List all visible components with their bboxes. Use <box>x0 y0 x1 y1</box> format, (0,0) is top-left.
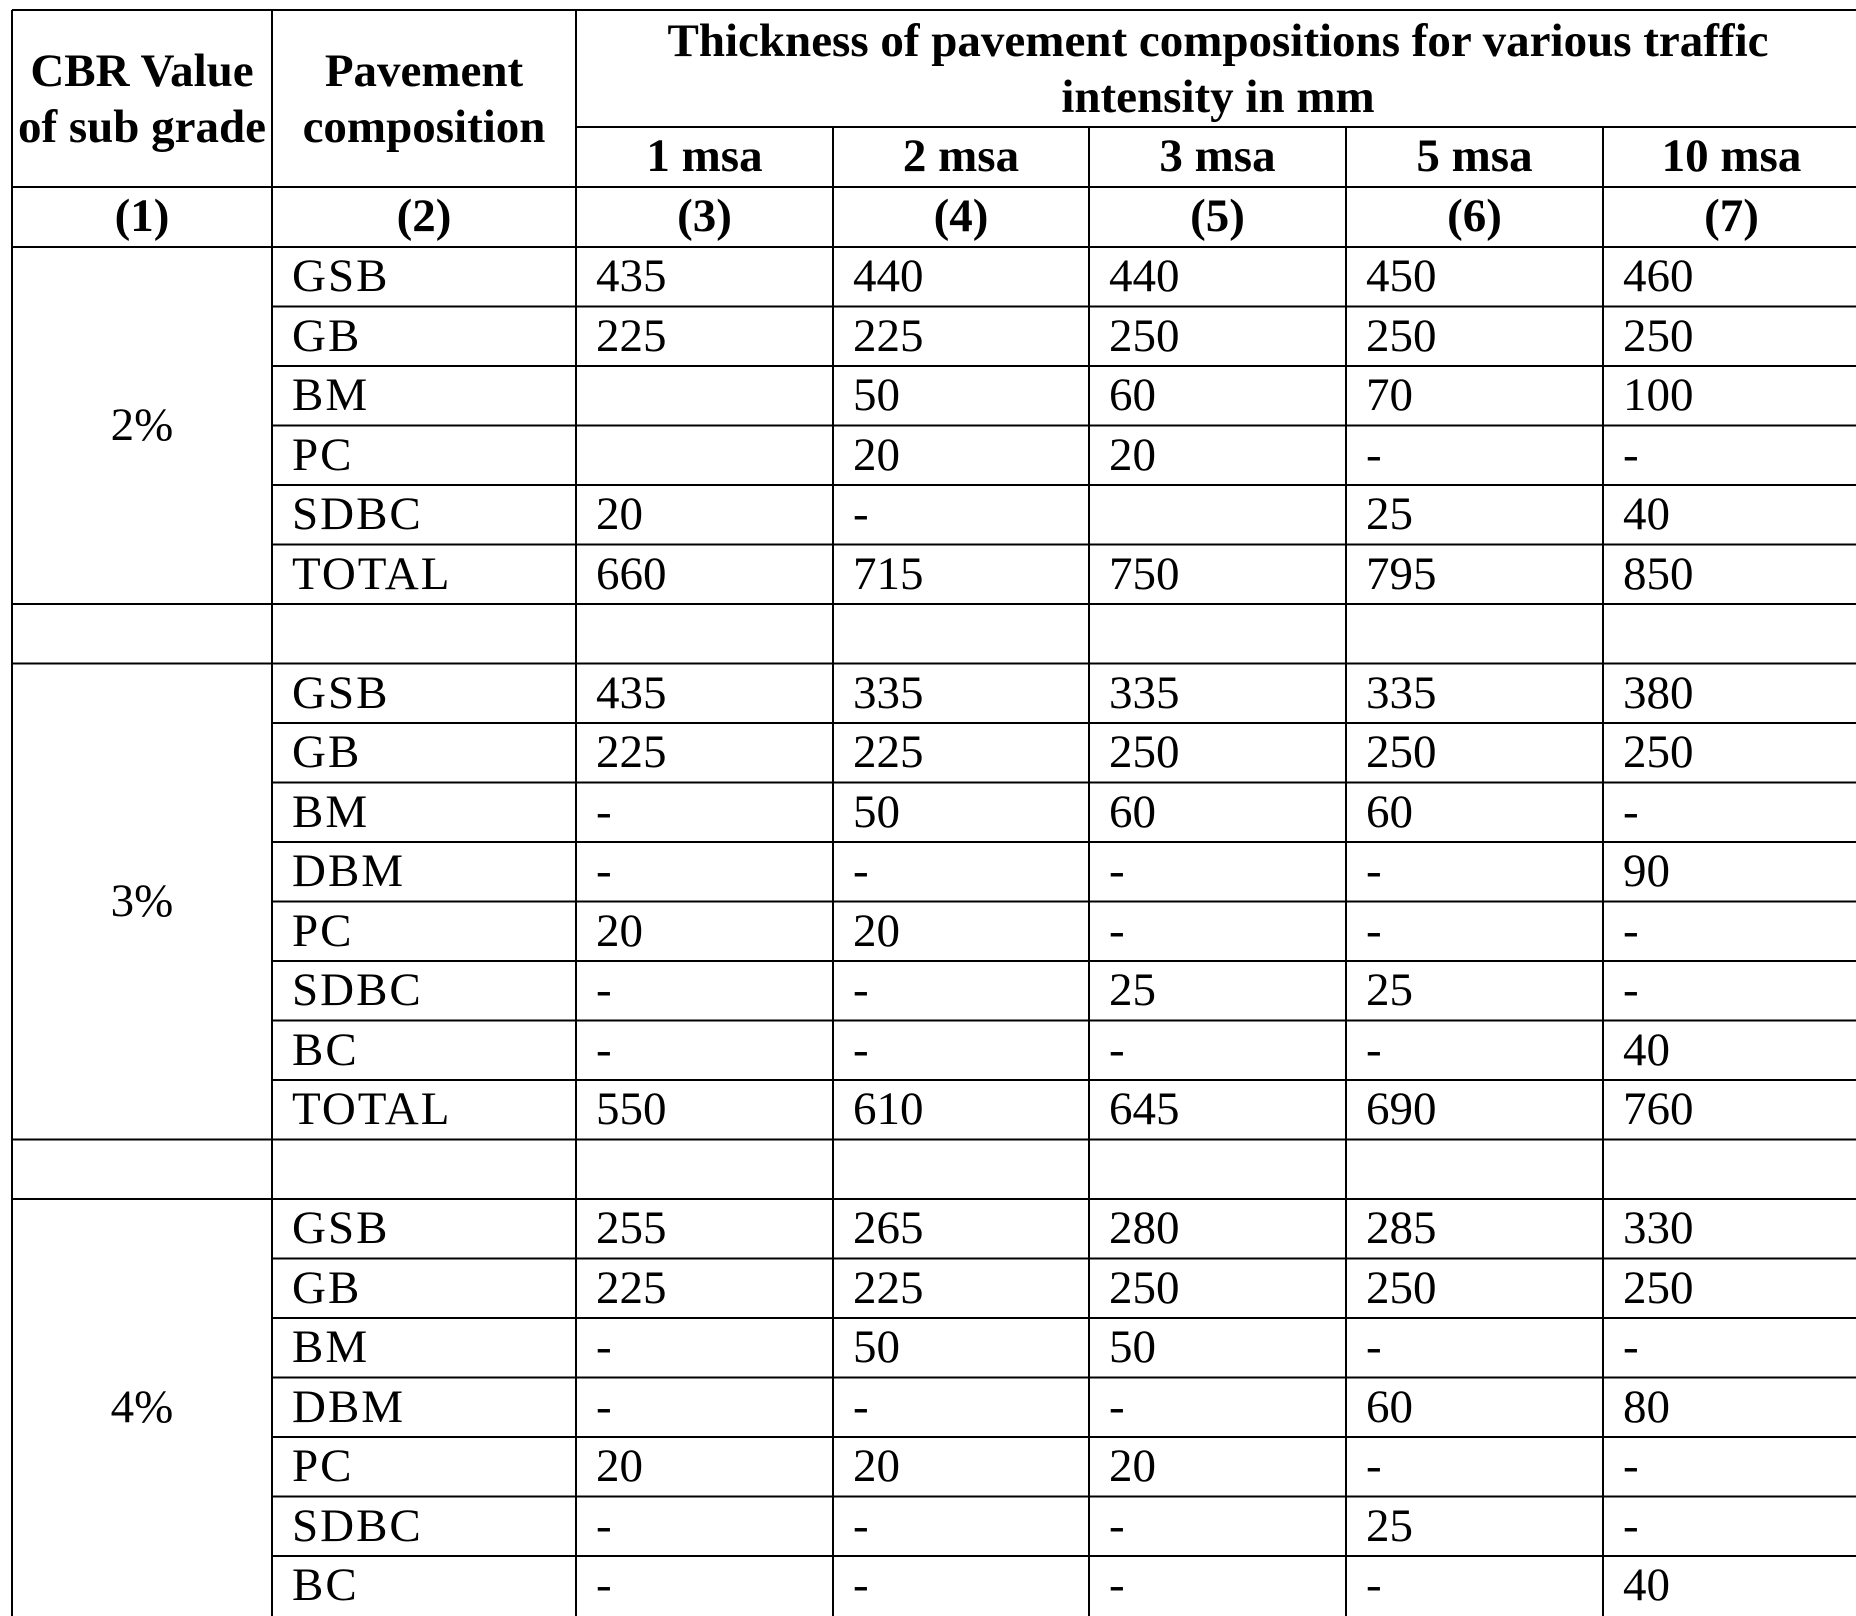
thickness-value: - <box>1109 904 1125 957</box>
thickness-value: - <box>1366 428 1382 481</box>
thickness-value: - <box>1623 1321 1639 1374</box>
thickness-value: 50 <box>1109 1321 1156 1374</box>
thickness-value: 250 <box>1109 309 1180 362</box>
thickness-value: 20 <box>596 904 643 957</box>
thickness-value: 225 <box>853 726 924 779</box>
thickness-value: - <box>1366 1440 1382 1493</box>
layer-name: GB <box>292 726 362 779</box>
column-number: (5) <box>1190 190 1245 243</box>
thickness-value: 250 <box>1366 1261 1437 1314</box>
thickness-value: 100 <box>1623 369 1694 422</box>
thickness-value: 40 <box>1623 1559 1670 1612</box>
thickness-value: - <box>596 1559 612 1612</box>
layer-name: TOTAL <box>292 547 452 600</box>
thickness-value <box>576 366 833 426</box>
thickness-value: 60 <box>1109 785 1156 838</box>
layer-name: SDBC <box>292 488 423 541</box>
traffic-header: 3 msa <box>1159 130 1276 183</box>
thickness-value: 610 <box>853 1083 924 1136</box>
cbr-value: 3% <box>110 874 174 927</box>
column-number: (3) <box>677 190 732 243</box>
thickness-value <box>576 426 833 486</box>
cbr-value: 4% <box>110 1380 174 1433</box>
layer-name: GSB <box>292 666 390 719</box>
thickness-value: 335 <box>1109 666 1180 719</box>
thickness-value: - <box>853 1023 869 1076</box>
thickness-value: 25 <box>1366 1499 1413 1552</box>
layer-name: BC <box>292 1559 359 1612</box>
thickness-value: 25 <box>1366 964 1413 1017</box>
layer-name: BM <box>292 785 370 838</box>
layer-name: DBM <box>292 845 406 898</box>
traffic-header: 2 msa <box>902 130 1020 183</box>
layer-name: PC <box>292 904 354 957</box>
thickness-value: 20 <box>853 904 900 957</box>
thickness-value: 225 <box>853 309 924 362</box>
column-number: (2) <box>396 190 452 243</box>
cbr-header: CBR Value of sub grade <box>17 44 267 153</box>
thickness-value: 50 <box>853 1321 900 1374</box>
thickness-value: - <box>1623 785 1639 838</box>
thickness-value: - <box>1109 845 1125 898</box>
thickness-value: 50 <box>853 369 900 422</box>
layer-name: SDBC <box>292 964 423 1017</box>
thickness-value: 60 <box>1366 1380 1413 1433</box>
thickness-value: 60 <box>1366 785 1413 838</box>
thickness-value <box>1089 485 1346 545</box>
layer-name: GSB <box>292 250 390 303</box>
thickness-value: 750 <box>1109 547 1180 600</box>
thickness-value: - <box>596 964 612 1017</box>
column-number: (1) <box>114 190 170 243</box>
thickness-value: 250 <box>1623 309 1694 362</box>
thickness-value: 225 <box>596 1261 667 1314</box>
thickness-value: 40 <box>1623 1023 1670 1076</box>
thickness-value: 280 <box>1109 1202 1180 1255</box>
thickness-value: 250 <box>1623 1261 1694 1314</box>
thickness-value: - <box>596 1321 612 1374</box>
thickness-header: Thickness of pavement compositions for various traffic intensity in mm <box>667 14 1769 123</box>
thickness-value: 25 <box>1109 964 1156 1017</box>
thickness-value: 90 <box>1623 845 1670 898</box>
cbr-value: 2% <box>110 398 174 451</box>
thickness-value: 690 <box>1366 1083 1437 1136</box>
thickness-value: 25 <box>1366 488 1413 541</box>
thickness-value: 550 <box>596 1083 667 1136</box>
thickness-value: 435 <box>596 666 667 719</box>
thickness-value: 20 <box>1109 428 1156 481</box>
thickness-value: 440 <box>853 250 924 303</box>
thickness-value: 60 <box>1109 369 1156 422</box>
thickness-value: 250 <box>1623 726 1694 779</box>
thickness-value: 285 <box>1366 1202 1437 1255</box>
layer-name: BM <box>292 369 370 422</box>
thickness-value: 250 <box>1366 309 1437 362</box>
column-number: (7) <box>1704 190 1759 243</box>
thickness-value: 450 <box>1366 250 1437 303</box>
thickness-value: - <box>1366 904 1382 957</box>
composition-header: Pavement composition <box>302 44 546 153</box>
thickness-value: - <box>1109 1499 1125 1552</box>
thickness-value: 715 <box>853 547 924 600</box>
thickness-value: 760 <box>1623 1083 1694 1136</box>
thickness-value: 20 <box>596 1440 643 1493</box>
thickness-value: 20 <box>853 428 900 481</box>
column-number: (6) <box>1447 190 1502 243</box>
thickness-value: 20 <box>596 488 643 541</box>
thickness-value: 335 <box>853 666 924 719</box>
thickness-value: 250 <box>1109 726 1180 779</box>
thickness-value: 255 <box>596 1202 667 1255</box>
layer-name: TOTAL <box>292 1083 452 1136</box>
thickness-value: - <box>1623 1440 1639 1493</box>
thickness-value: - <box>1366 845 1382 898</box>
thickness-value: 20 <box>1109 1440 1156 1493</box>
thickness-value: - <box>1109 1023 1125 1076</box>
thickness-value: - <box>1623 964 1639 1017</box>
thickness-value: - <box>596 845 612 898</box>
thickness-value: - <box>1109 1559 1125 1612</box>
thickness-value: - <box>1366 1559 1382 1612</box>
traffic-header: 1 msa <box>646 130 763 183</box>
thickness-value: - <box>596 1380 612 1433</box>
thickness-value: 330 <box>1623 1202 1694 1255</box>
thickness-value: 250 <box>1109 1261 1180 1314</box>
thickness-value: 20 <box>853 1440 900 1493</box>
thickness-value: - <box>596 1499 612 1552</box>
thickness-value: - <box>1109 1380 1125 1433</box>
column-number: (4) <box>933 190 989 243</box>
thickness-value: 225 <box>853 1261 924 1314</box>
layer-name: GSB <box>292 1202 390 1255</box>
thickness-value: 50 <box>853 785 900 838</box>
thickness-value: - <box>596 1023 612 1076</box>
thickness-value: 225 <box>596 309 667 362</box>
thickness-value: 645 <box>1109 1083 1180 1136</box>
thickness-value: - <box>1366 1321 1382 1374</box>
thickness-value: 795 <box>1366 547 1437 600</box>
thickness-value: - <box>853 964 869 1017</box>
thickness-value: 225 <box>596 726 667 779</box>
thickness-value: - <box>1623 428 1639 481</box>
layer-name: GB <box>292 309 362 362</box>
thickness-value: 250 <box>1366 726 1437 779</box>
thickness-value: 660 <box>596 547 667 600</box>
thickness-value: 70 <box>1366 369 1413 422</box>
thickness-value: 40 <box>1623 488 1670 541</box>
traffic-header: 10 msa <box>1661 130 1802 183</box>
thickness-value: 380 <box>1623 666 1694 719</box>
thickness-value: - <box>853 1380 869 1433</box>
thickness-value: - <box>853 1559 869 1612</box>
layer-name: PC <box>292 1440 354 1493</box>
traffic-header: 5 msa <box>1416 130 1533 183</box>
layer-name: BC <box>292 1023 359 1076</box>
thickness-value: - <box>596 785 612 838</box>
thickness-value: - <box>1366 1023 1382 1076</box>
thickness-value: - <box>853 1499 869 1552</box>
thickness-value: 435 <box>596 250 667 303</box>
thickness-value: 440 <box>1109 250 1180 303</box>
layer-name: PC <box>292 428 354 481</box>
thickness-value: - <box>853 488 869 541</box>
thickness-value: 335 <box>1366 666 1437 719</box>
thickness-value: 460 <box>1623 250 1694 303</box>
thickness-value: - <box>853 845 869 898</box>
layer-name: BM <box>292 1321 370 1374</box>
thickness-value: 850 <box>1623 547 1694 600</box>
layer-name: SDBC <box>292 1499 423 1552</box>
thickness-value: - <box>1623 1499 1639 1552</box>
thickness-value: 80 <box>1623 1380 1670 1433</box>
thickness-value: - <box>1623 904 1639 957</box>
layer-name: GB <box>292 1261 362 1314</box>
thickness-value: 265 <box>853 1202 924 1255</box>
layer-name: DBM <box>292 1380 406 1433</box>
